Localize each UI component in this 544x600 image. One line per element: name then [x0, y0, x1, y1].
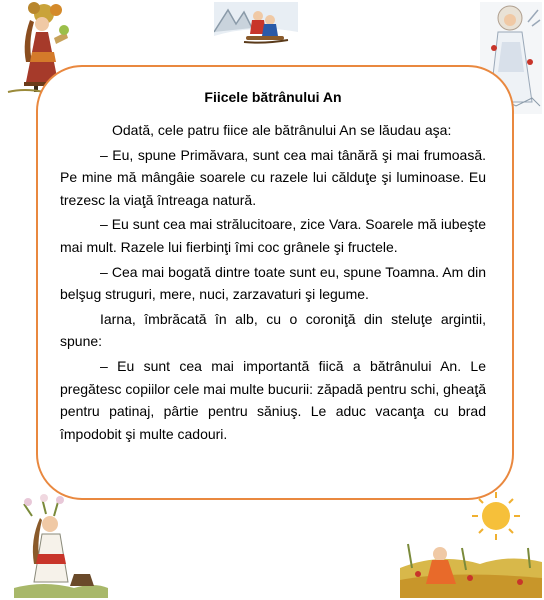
- story-paragraph: – Cea mai bogată dintre toate sunt eu, spune Toamna. Am din belşug struguri, mere, nuci, zarzavaturi şi legume.: [60, 263, 486, 303]
- story-paragraph: – Eu sunt cea mai importantă fiică a bătrânului An. Le pregătesc copiilor cele mai multe bucurii: zăpadă pentru schi, gheaţă pentru patinaj, pârtie pentru săniuş. Le aduc vacanţa cu brad împodobit şi multe cadouri.: [60, 357, 486, 442]
- sled-children-illustration: [214, 2, 298, 54]
- story-paragraph: – Eu sunt cea mai strălucitoare, zice Vara. Soarele mă iubeşte mai mult. Razele lui fierbinţi îmi coc grânele şi fructele.: [60, 216, 486, 255]
- story-paragraph: – Eu, spune Primăvara, sunt cea mai tânără şi mai frumoasă. Pe mine mă mângâie soarele cu razele lui călduţe şi luminoase. Eu trezesc la viaţă întreaga natură.: [60, 146, 486, 208]
- story-paragraph: Odată, cele patru fiice ale bătrânului An se lăudau aşa:: [112, 122, 452, 138]
- story-paragraph: Iarna, îmbrăcată în alb, cu o coroniţă din steluţe argintii, spune:: [60, 310, 486, 350]
- summer-sun-illustration: [400, 488, 542, 598]
- story-title: Fiicele bătrânului An: [204, 89, 342, 105]
- spring-girl-illustration: [14, 494, 108, 598]
- story-card: [36, 65, 514, 500]
